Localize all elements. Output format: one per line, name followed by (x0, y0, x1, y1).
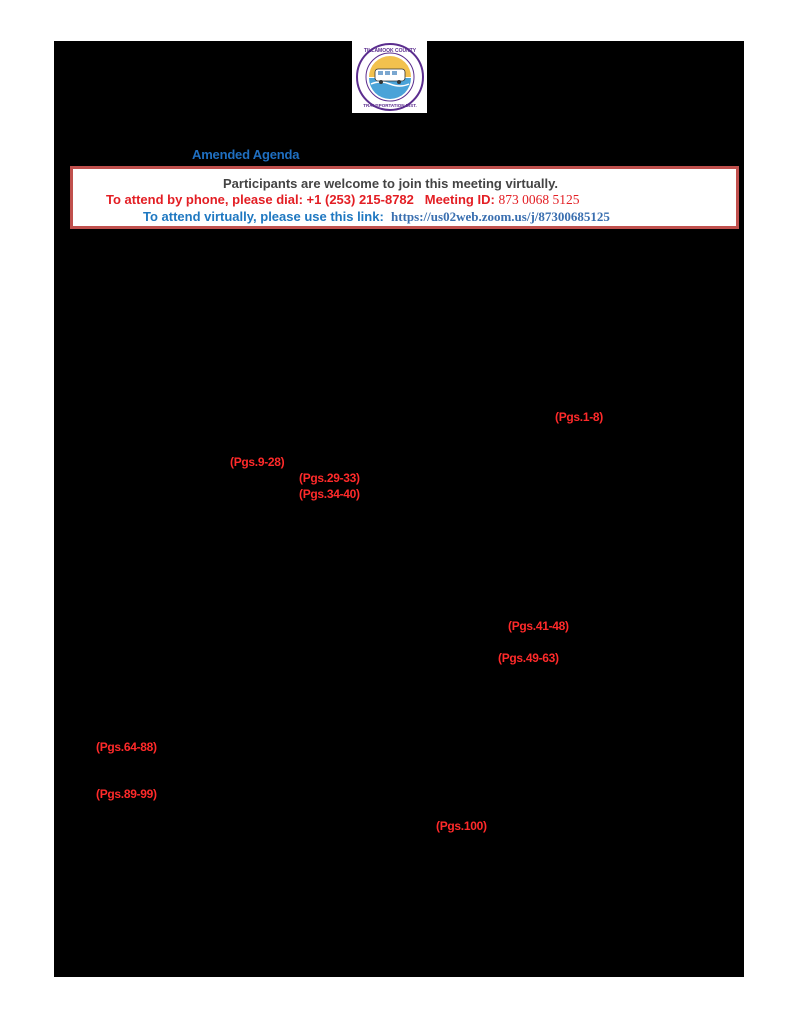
logo-emblem-icon (355, 42, 425, 112)
tillamook-county-transportation-logo (352, 41, 427, 113)
page-ref-8: (Pgs.89-99) (96, 787, 157, 801)
meeting-id-label: Meeting ID: (424, 192, 495, 207)
notice-welcome-text: Participants are welcome to join this meeting virtually. (223, 176, 558, 191)
virtual-meeting-notice (70, 166, 739, 229)
page-ref-3: (Pgs.29-33) (299, 471, 360, 485)
notice-link-line (143, 209, 610, 225)
page-ref-6: (Pgs.49-63) (498, 651, 559, 665)
phone-dial-text: To attend by phone, please dial: +1 (253) 215-8782 (106, 192, 414, 207)
page-ref-5: (Pgs.41-48) (508, 619, 569, 633)
page-ref-9: (Pgs.100) (436, 819, 487, 833)
page-ref-2: (Pgs.9-28) (230, 455, 285, 469)
link-prefix-text: To attend virtually, please use this link: (143, 209, 384, 224)
page-ref-1: (Pgs.1-8) (555, 410, 603, 424)
page-ref-7: (Pgs.64-88) (96, 740, 157, 754)
svg-text:TRANSPORTATION DIST.: TRANSPORTATION DIST. (362, 103, 417, 108)
svg-text:TILLAMOOK COUNTY: TILLAMOOK COUNTY (363, 48, 416, 54)
notice-phone-line (106, 192, 579, 208)
zoom-meeting-link[interactable]: https://us02web.zoom.us/j/87300685125 (391, 209, 610, 224)
page-ref-4: (Pgs.34-40) (299, 487, 360, 501)
meeting-id-value: 873 0068 5125 (498, 192, 580, 207)
amended-agenda-heading: Amended Agenda (192, 147, 300, 162)
